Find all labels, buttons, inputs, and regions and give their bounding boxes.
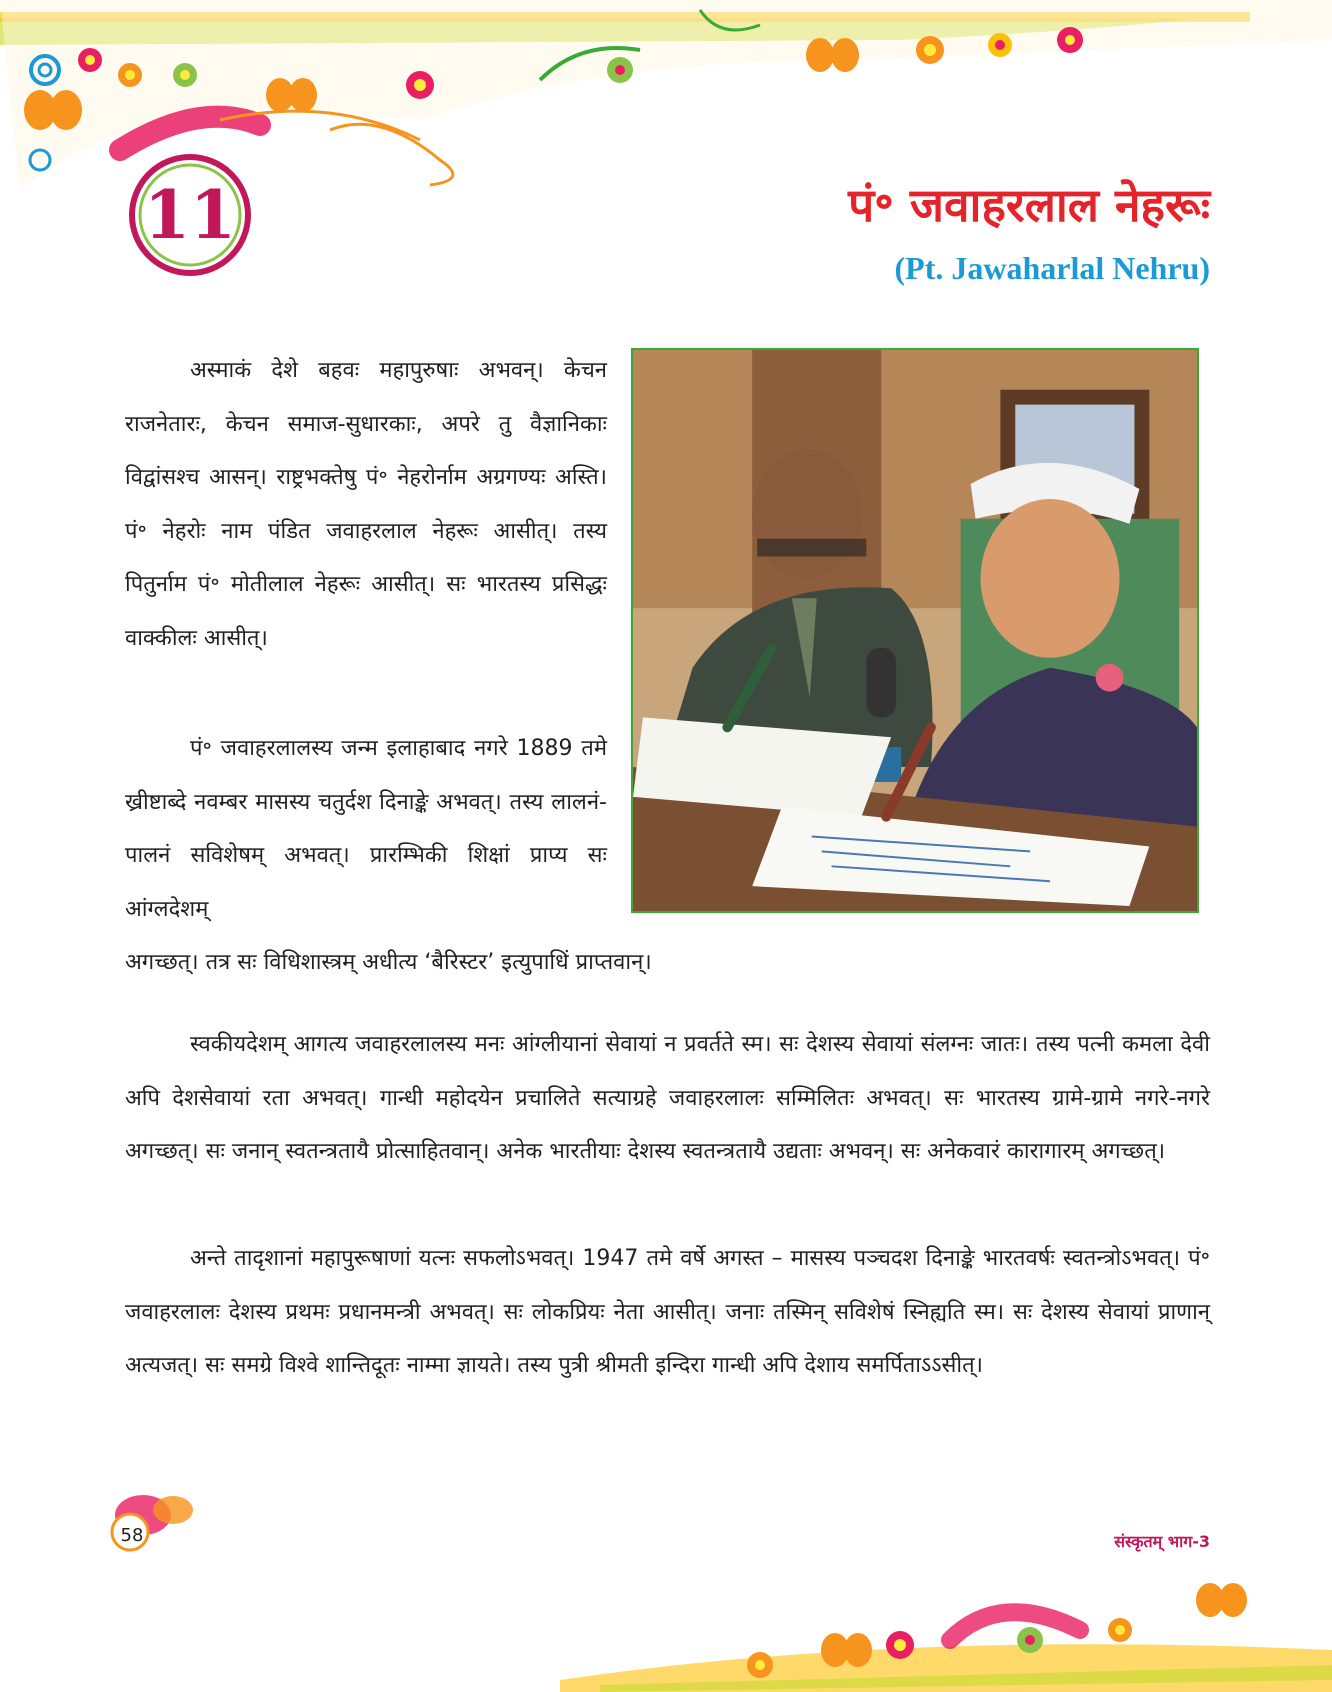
illustration-nehru-signing xyxy=(631,348,1199,913)
chapter-number: 11 xyxy=(144,176,236,254)
paragraph-independence: अन्ते तादृशानां महापुरूषाणां यत्नः सफलोऽभवत्। 1947 तमे वर्षे अगस्त – मासस्य पञ्चदश दिनाङ्के भारतवर्षः स्वतन्त्रोऽभवत्। पं॰ जवाहरलालः देशस्य प्रथमः प्रधानमन्त्री अभवत्। सः लोकप्रियः नेता आसीत्। जनाः तस्मिन् सविशेषं स्निह्यति स्म। सः देशस्य सेवायां प्राणान् अत्यजत्। सः समग्रे विश्वे शान्तिदूतः नाम्मा ज्ञायते। तस्य पुत्री श्रीमती इन्दिरा गान्धी अपि देशाय समर्पिताऽऽसीत्। xyxy=(125,1246,1210,1378)
book-label: संस्कृतम् भाग-3 xyxy=(1114,1532,1210,1551)
paragraph-intro: अस्माकं देशे बहवः महापुरुषाः अभवन्। केचन राजनेतारः, केचन समाज-सुधारकाः, अपरे तु वैज्ञानिकाः विद्वांसश्च आसन्। राष्ट्रभक्तेषु पं॰ नेहरोर्नाम अग्रगण्यः अस्ति। पं॰ नेहरोः नाम पंडित जवाहरलाल नेहरूः आसीत्। तस्य पितुर्नाम पं॰ मोतीलाल नेहरूः आसीत्। सः भारतस्य प्रसिद्धः वाक्कीलः आसीत्। xyxy=(125,358,607,651)
lesson-subtitle: (Pt. Jawaharlal Nehru) xyxy=(894,250,1210,286)
page-number: 58 xyxy=(120,1525,144,1546)
decorative-footer-border xyxy=(0,1570,1332,1692)
paragraph-birth-continued: अगच्छत्। तत्र सः विधिशास्त्रम् अधीत्य ‘बैरिस्टर’ इत्युपाधिं प्राप्तवान्। xyxy=(125,950,652,975)
lesson-title: पं॰ जवाहरलाल नेहरूः xyxy=(848,178,1210,232)
paragraph-birth: पं॰ जवाहरलालस्य जन्म इलाहाबाद नगरे 1889 तमे ख्रीष्टाब्दे नवम्बर मासस्य चतुर्दश दिनाङ्के अभवत्। तस्य लालनं-पालनं सविशेषम् अभवत्। प्रारम्भिकी शिक्षां प्राप्य सः आंग्लदेशम् xyxy=(125,736,607,922)
paragraph-freedom-struggle: स्वकीयदेशम् आगत्य जवाहरलालस्य मनः आंग्लीयानां सेवायां न प्रवर्तते स्म। सः देशस्य सेवायां संलग्नः जातः। तस्य पत्नी कमला देवी अपि देशसेवायां रता अभवत्। गान्धी महोदयेन प्रचालिते सत्याग्रहे जवाहरलालः सम्मिलितः अभवत्। सः भारतस्य ग्रामे-ग्रामे नगरे-नगरे अगच्छत्। सः जनान् स्वतन्त्रतायै प्रोत्साहितवान्। अनेक भारतीयाः देशस्य स्वतन्त्रतायै उद्यताः अभवन्। सः अनेकवारं कारागारम् अगच्छत्। xyxy=(125,1032,1210,1164)
page-number-butterfly-icon xyxy=(108,1480,208,1560)
